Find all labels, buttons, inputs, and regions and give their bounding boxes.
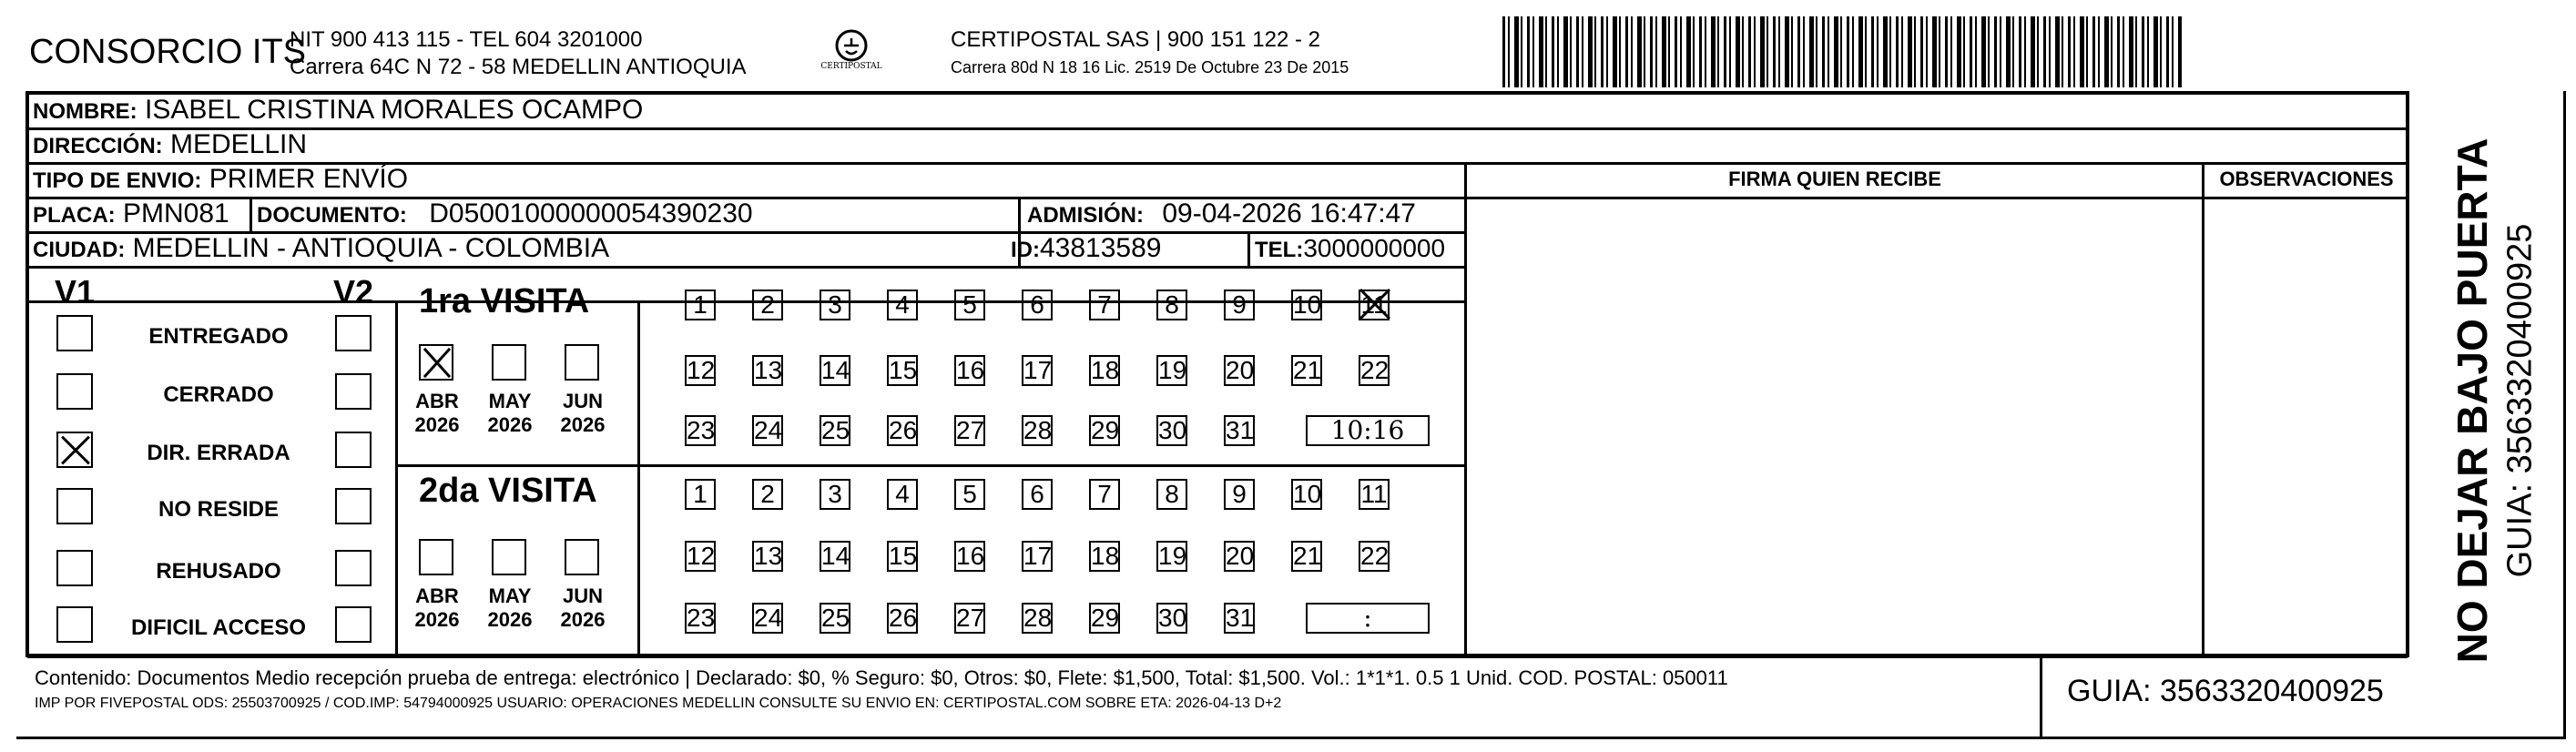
ciudad-label: CIUDAD: — [33, 238, 126, 262]
visit1-day-box[interactable]: 27 — [956, 416, 985, 444]
visit2-month-checkbox[interactable] — [492, 539, 526, 575]
visit1-month-checkbox[interactable] — [419, 344, 453, 381]
visit1-day-box[interactable]: 5 — [954, 290, 985, 320]
visit1-day-box[interactable]: 25 — [821, 416, 850, 444]
visit2-day-box[interactable]: 4 — [887, 479, 918, 510]
nombre-field — [33, 93, 643, 129]
visit1-day-box[interactable]: 28 — [1023, 416, 1053, 444]
v1-header: V1 — [55, 273, 96, 310]
visit1-day-box[interactable]: 31 — [1226, 416, 1255, 444]
id-value: 43813589 — [1040, 233, 1162, 263]
visit2-day-box[interactable]: 6 — [1022, 479, 1053, 510]
visit1-day-box[interactable]: 26 — [889, 416, 918, 444]
visit1-day-box[interactable]: 19 — [1158, 356, 1187, 384]
visit2-day-box[interactable]: 12 — [687, 542, 716, 570]
side-guia: GUIA: 3563320400925 — [2500, 223, 2540, 578]
visit1-time-box[interactable]: 10:16 — [1306, 415, 1430, 446]
direccion-field — [33, 127, 307, 164]
visit2-month-year: 2026 — [487, 608, 533, 631]
visit1-day-box[interactable]: 30 — [1158, 416, 1187, 444]
visit2-month-label: ABR — [415, 584, 459, 607]
carrier-line: CERTIPOSTAL SAS | 900 151 122 - 2 — [951, 27, 1320, 52]
id-label: ID: — [1011, 238, 1040, 262]
documento-field — [257, 197, 753, 233]
visit2-title: 2da VISITA — [419, 472, 597, 510]
visit1-day-box[interactable]: 8 — [1156, 290, 1187, 320]
v2-checkbox[interactable] — [335, 373, 372, 410]
visit2-day-box[interactable]: 7 — [1089, 479, 1120, 510]
nit-line: NIT 900 413 115 - TEL 604 3201000 — [290, 27, 643, 52]
visit1-month-year: 2026 — [414, 413, 460, 436]
v1-checkbox[interactable] — [56, 373, 93, 410]
visit1-day-box[interactable]: 3 — [820, 290, 850, 320]
id-field — [1011, 231, 1161, 268]
visit2-day-box[interactable]: 26 — [889, 604, 918, 632]
tel-field — [1255, 231, 1445, 268]
status-label: DIFICIL ACCESO — [130, 615, 306, 640]
visit1-day-box[interactable]: 12 — [687, 356, 716, 384]
v2-checkbox[interactable] — [335, 606, 372, 643]
placa-field — [33, 197, 229, 233]
visit2-day-box[interactable]: 15 — [889, 542, 918, 570]
visit2-time-box[interactable]: : — [1306, 603, 1430, 634]
v2-checkbox[interactable] — [335, 432, 372, 468]
visit2-day-box[interactable]: 16 — [956, 542, 985, 570]
visit2-day-box[interactable]: 2 — [752, 479, 783, 510]
visit2-day-box[interactable]: 10 — [1293, 480, 1322, 508]
tel-label: TEL: — [1255, 238, 1304, 262]
admision-value: 09-04-2026 16:47:47 — [1162, 198, 1416, 229]
guia-footer: GUIA: 3563320400925 — [2067, 674, 2384, 708]
v2-checkbox[interactable] — [335, 488, 372, 524]
visit1-day-box[interactable]: 21 — [1293, 356, 1322, 384]
visit2-day-box[interactable]: 22 — [1360, 542, 1390, 570]
day-check-mark — [1357, 286, 1393, 322]
visit1-day-box[interactable]: 9 — [1224, 290, 1255, 320]
admision-field — [1027, 197, 1416, 233]
placa-label: PLACA: — [33, 203, 116, 228]
visit1-month-label: MAY — [488, 390, 532, 412]
v1-checkbox[interactable] — [56, 488, 93, 524]
visit1-month-label: JUN — [562, 390, 603, 412]
visit2-day-box[interactable]: 31 — [1226, 604, 1255, 632]
visit1-month-checkbox[interactable] — [492, 344, 526, 381]
visit1-month-year: 2026 — [487, 413, 533, 436]
visit1-day-box[interactable]: 11 — [1359, 290, 1390, 320]
v1-checkbox[interactable] — [56, 432, 93, 468]
tel-value: 3000000000 — [1303, 234, 1446, 262]
visit2-day-box[interactable]: 17 — [1023, 542, 1053, 570]
visit2-day-box[interactable]: 20 — [1226, 542, 1255, 570]
visit2-month-checkbox[interactable] — [565, 539, 599, 575]
observaciones-header: OBSERVACIONES — [2219, 168, 2394, 190]
visit2-month-year: 2026 — [560, 608, 606, 631]
visit2-day-box[interactable]: 13 — [754, 542, 783, 570]
tipo-label: TIPO DE ENVIO: — [33, 168, 202, 193]
direccion-value: MEDELLIN — [170, 129, 308, 159]
visit1-day-box[interactable]: 14 — [821, 356, 850, 384]
visit1-day-box[interactable]: 17 — [1023, 356, 1053, 384]
visit1-day-box[interactable]: 29 — [1091, 416, 1120, 444]
visit2-month-label: MAY — [488, 584, 532, 607]
carrier-address: Carrera 80d N 18 16 Lic. 2519 De Octubre 23 De 2015 — [951, 58, 1349, 76]
visit1-day-box[interactable]: 4 — [887, 290, 918, 320]
side-warning: NO DEJAR BAJO PUERTA — [2449, 137, 2496, 664]
v2-checkbox[interactable] — [335, 315, 372, 351]
visit1-day-box[interactable]: 7 — [1089, 290, 1120, 320]
imp-text: IMP POR FIVEPOSTAL ODS: 25503700925 / COD.IMP: 54794000925 USUARIO: OPERACIONES MEDELLIN CONSULTE SU ENVIO EN: CERTIPOSTAL.COM SOBRE ETA: 2026-04-13 D+2 — [35, 696, 1282, 711]
status-label: ENTREGADO — [148, 324, 289, 349]
visit1-day-box[interactable]: 18 — [1091, 356, 1120, 384]
visit2-day-box[interactable]: 9 — [1224, 479, 1255, 510]
ciudad-field — [33, 231, 609, 268]
placa-value: PMN081 — [123, 198, 229, 229]
visit2-day-box[interactable]: 8 — [1156, 479, 1187, 510]
nombre-label: NOMBRE: — [33, 99, 137, 124]
visit2-day-box[interactable]: 30 — [1158, 604, 1187, 632]
visit2-day-box[interactable]: 21 — [1293, 542, 1322, 570]
address-line: Carrera 64C N 72 - 58 MEDELLIN ANTIOQUIA — [290, 55, 747, 79]
visit1-month-year: 2026 — [560, 413, 606, 436]
admision-label: ADMISIÓN: — [1027, 203, 1144, 228]
visit1-day-box[interactable]: 13 — [754, 356, 783, 384]
visit2-day-box[interactable]: 24 — [754, 604, 783, 632]
visit1-day-box[interactable]: 15 — [889, 356, 918, 384]
visit2-month-year: 2026 — [414, 608, 460, 631]
visit2-day-box[interactable]: 29 — [1091, 604, 1120, 632]
certipostal-logo-icon — [824, 25, 879, 89]
status-label: DIR. ERRADA — [147, 441, 290, 465]
company-name: CONSORCIO ITS — [29, 33, 307, 71]
nombre-value: ISABEL CRISTINA MORALES OCAMPO — [145, 95, 644, 125]
visit1-day-box[interactable]: 24 — [754, 416, 783, 444]
tipo-field — [33, 162, 408, 198]
documento-label: DOCUMENTO: — [257, 203, 407, 228]
visit1-title: 1ra VISITA — [419, 282, 590, 320]
visit1-day-box[interactable]: 16 — [956, 356, 985, 384]
visit2-day-box[interactable]: 3 — [820, 479, 850, 510]
visit2-day-box[interactable]: 11 — [1359, 479, 1390, 510]
visit2-day-box[interactable]: 27 — [956, 604, 985, 632]
visit1-day-box[interactable]: 6 — [1022, 290, 1053, 320]
visit2-day-box[interactable]: 23 — [687, 604, 716, 632]
contenido-text: Contenido: Documentos Medio recepción prueba de entrega: electrónico | Declarado: $0, % Seguro: $0, Otros: $0, Flete: $1,500, Total: $1,500. Vol.: 1*1*1. 0.5 1 Unid. COD. POSTAL: 050011 — [35, 666, 1728, 689]
visit2-day-box[interactable]: 18 — [1091, 542, 1120, 570]
certipostal-logo — [820, 25, 882, 89]
barcode — [1502, 16, 2182, 87]
direccion-label: DIRECCIÓN: — [33, 134, 163, 158]
v2-header: V2 — [333, 273, 374, 310]
ciudad-value: MEDELLIN - ANTIOQUIA - COLOMBIA — [132, 233, 610, 263]
visit1-month-checkbox[interactable] — [565, 344, 599, 381]
visit1-day-box[interactable]: 23 — [687, 416, 716, 444]
visit1-day-box[interactable]: 1 — [685, 290, 716, 320]
visit2-day-box[interactable]: 1 — [685, 479, 716, 510]
tipo-value: PRIMER ENVÍO — [209, 164, 409, 194]
visit1-day-box[interactable]: 20 — [1226, 356, 1255, 384]
visit1-day-box[interactable]: 22 — [1360, 356, 1390, 384]
visit2-day-box[interactable]: 14 — [821, 542, 850, 570]
v2-checkbox[interactable] — [335, 550, 372, 586]
v1-checkbox[interactable] — [56, 550, 93, 586]
firma-header: FIRMA QUIEN RECIBE — [1728, 168, 1941, 190]
visit2-day-box[interactable]: 19 — [1158, 542, 1187, 570]
status-label: NO RESIDE — [158, 497, 280, 522]
visit2-day-box[interactable]: 28 — [1023, 604, 1053, 632]
status-label: REHUSADO — [156, 559, 281, 584]
v1-checkbox[interactable] — [56, 606, 93, 643]
visit2-month-checkbox[interactable] — [419, 539, 453, 575]
visit1-day-box[interactable]: 2 — [752, 290, 783, 320]
status-label: CERRADO — [163, 382, 274, 407]
visit1-month-label: ABR — [415, 390, 459, 412]
v1-checkbox[interactable] — [56, 315, 93, 351]
visit2-month-label: JUN — [562, 584, 603, 607]
documento-value: D05001000000054390230 — [429, 198, 753, 229]
visit2-day-box[interactable]: 25 — [821, 604, 850, 632]
visit1-day-box[interactable]: 10 — [1293, 290, 1322, 319]
visit2-day-box[interactable]: 5 — [954, 479, 985, 510]
logo-text: CERTIPOSTAL — [820, 62, 882, 71]
